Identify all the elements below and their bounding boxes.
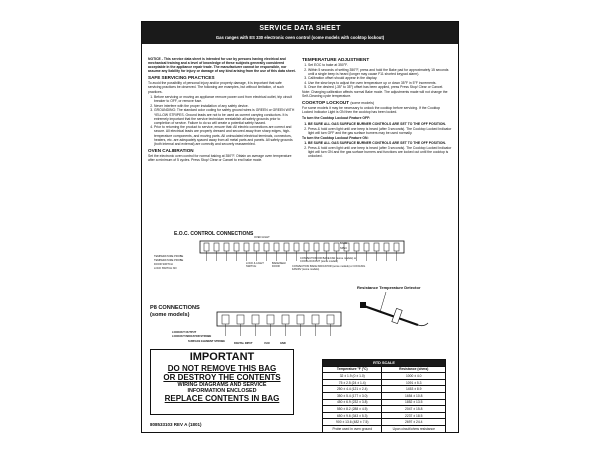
- eoc-pin: [294, 243, 299, 251]
- rtd-row: [323, 379, 446, 386]
- eoc-pin: [264, 243, 269, 251]
- p8-label-vlm: VLM: [264, 342, 270, 345]
- important-line-2: OR DESTROY THE CONTENTS: [163, 373, 281, 382]
- p8-label-surface-element: SURFACE ELEMENT STROBE: [188, 340, 226, 343]
- rtd-probe-wire: [418, 323, 428, 326]
- safe-step: 3. GROUNDING: The standard color coding for safety ground wires is GREEN or GREEN WITH YELLOW STRIPES. Ground leads are not to be used as current carrying conductors. It is extremely important that the service technician reestablish all safety grounds prior to completion of service. Failure to do so will create a potential safety hazard.: [154, 108, 296, 124]
- rtd-col-temperature: Temperature °F (°C): [323, 366, 382, 373]
- p8-pin: [252, 315, 259, 324]
- p8-title: P8 CONNECTIONS: [150, 305, 200, 311]
- p8-subtitle: (some models): [150, 311, 190, 318]
- temp-step: 3. Calibration offset should appear in the display.: [308, 76, 452, 80]
- safe-practices-intro: To avoid the possibility of personal injury and/or property damage, it is important that safe servicing practices be observed. The following are examples, but without limitation, of such practices.: [148, 81, 285, 94]
- eoc-connector-bar: [200, 241, 404, 253]
- rtd-footer-left: Probe used in oven ground: [323, 425, 382, 432]
- rtd-cell-temperature: 900 ± 13.6 (482 ± 7.5): [323, 419, 382, 426]
- important-line-5: REPLACE CONTENTS IN BAG: [164, 394, 280, 403]
- cooktop-lockout-intro: For some models it may be necessary to unlock the cooktop before servicing. If the Cooktop Locked Indicator Light is ON then the cooktop has been locked.: [302, 106, 441, 115]
- rtd-cell-temperature: 75 ± 2.5 (24 ± 1.4): [323, 379, 382, 386]
- rtd-probe-drawing: [360, 292, 428, 326]
- cooktop-lockout-title: COOKTOP LOCKOUT: [302, 100, 350, 106]
- rtd-row: [323, 386, 446, 393]
- p8-label-gnd: GND: [280, 342, 286, 345]
- eoc-label-bake: BAKE: [340, 242, 347, 245]
- lockout-on-step: 2. Press & hold oven light until one beep is heard (after 3 seconds). The Cooktop Locked Indicator light will turn ON and the gas surface burners and functions are locked out until the cooktop is unlocked.: [308, 146, 452, 158]
- eoc-pin: [384, 243, 389, 251]
- rtd-row: [323, 392, 446, 399]
- temperature-adjustment-heading: TEMPERATURE ADJUSTMENT: [302, 57, 370, 62]
- p8-label-digital-input: DIGITAL INPUT: [234, 342, 253, 345]
- eoc-label-door-switch: DOOR SWITCH: [154, 263, 173, 266]
- lockout-off-heading: To turn the Cooktop Lockout Feature OFF:: [302, 116, 371, 121]
- rtd-probe-shaft: [364, 306, 418, 325]
- safe-step: 4. Prior to returning the product to service, ensure that: All electric connections are correct and secure. All electrical leads are properly dressed and secured away from sharp edges, high-temperature components, and moving parts. All uninsulated electrical terminals, connectors, heaters, etc. are adequately spaced away from all metal parts and panels. All safety grounds (both internal and external) are correctly and securely reassembled.: [154, 125, 296, 145]
- rtd-cell-resistance: 2237 ± 18.5: [382, 412, 446, 419]
- eoc-label-spec: SPEC: [340, 247, 348, 250]
- eoc-pin: [244, 243, 249, 251]
- eoc-pin: [204, 243, 209, 251]
- important-line-3: WIRING DIAGRAMS AND SERVICE: [177, 382, 267, 388]
- rtd-footer-right: Upon circuit/ohms resistance: [382, 425, 446, 432]
- rtd-cell-temperature: 650 ± 9.6 (343 ± 5.3): [323, 412, 382, 419]
- temperature-note: Note: Changing calibration affects normal Bake mode. The adjustments made will not change the Self-Cleaning cycle temperature.: [302, 90, 448, 99]
- temp-step: 2. Within 5 seconds of setting 350°F, press and hold the Bake pad for approximately 15 seconds until a single beep is heard (longer may cause F11 shorted keypad alarm).: [308, 68, 452, 76]
- oven-calibration-text: Set the electronic oven control for normal baking at 350°F. Obtain an average oven temperature after a minimum of 5 cycles. Press Stop/ Clear or Cancel to end bake mode.: [148, 153, 292, 162]
- eoc-pin: [314, 243, 319, 251]
- rtd-cell-resistance: 2697 ± 24.4: [382, 419, 446, 426]
- rtd-cell-resistance: 1654 ± 10.8: [382, 392, 446, 399]
- eoc-label-lock-light: LOCK & LIGHT SWITCH: [246, 262, 264, 268]
- p8-pin: [282, 315, 289, 324]
- p8-pin: [297, 315, 304, 324]
- eoc-label-bake-self: BAKE/SELF DOOR: [272, 262, 287, 268]
- rtd-row: [323, 419, 446, 426]
- eoc-pin: [254, 243, 259, 251]
- part-number: 808533103 REV A (1801): [150, 422, 202, 427]
- rtd-cell-resistance: 1091 ± 5.3: [382, 379, 446, 386]
- eoc-label-temperature-probe-2: TEMPERATURE PROBE: [154, 259, 184, 262]
- eoc-pin: [374, 243, 379, 251]
- lockout-on-step: 1. BE SURE ALL GAS SURFACE BURNER CONTROLS ARE SET TO THE OFF POSITION.: [308, 141, 452, 145]
- eoc-pin: [394, 243, 399, 251]
- eoc-pin: [274, 243, 279, 251]
- rtd-col-resistance: Resistance (ohms): [382, 366, 446, 373]
- service-data-sheet: [141, 21, 459, 433]
- eoc-pin: [284, 243, 289, 251]
- rtd-scale-table: [322, 359, 446, 433]
- rtd-row: [323, 406, 446, 413]
- p8-pin: [222, 315, 229, 324]
- eoc-pin: [304, 243, 309, 251]
- rtd-cell-temperature: 250 ± 4.4 (121 ± 2.4): [323, 386, 382, 393]
- eoc-label-temperature-probe: TEMPERATURE PROBE: [154, 255, 184, 258]
- p8-pin: [267, 315, 274, 324]
- important-notice-box: [150, 349, 294, 415]
- temp-step: 4. Use the slew keys to adjust the oven temperature up or down 35°F in 5°F increments.: [308, 81, 452, 85]
- p8-connections-title: [150, 305, 200, 318]
- safe-practices-heading: SAFE SERVICING PRACTICES: [148, 75, 215, 81]
- rtd-cell-temperature: 350 ± 5.4 (177 ± 3.0): [323, 392, 382, 399]
- sheet-subtitle: Gas ranges with ES 330 electronic oven control (some models with cooktop lockout): [215, 35, 385, 40]
- p8-pin: [327, 315, 334, 324]
- important-line-1: DO NOT REMOVE THIS BAG: [167, 364, 277, 373]
- temp-step: 1. Set EOC to bake at 350°F.: [308, 63, 452, 67]
- rtd-row: [323, 373, 446, 380]
- rtd-cell-temperature: 32 ± 1.9 (0 ± 1.0): [323, 373, 382, 380]
- lockout-off-step: 1. BE SURE ALL GAS SURFACE BURNER CONTROLS ARE SET TO THE OFF POSITION.: [308, 122, 452, 126]
- rtd-table-title: RTD SCALE: [323, 360, 446, 367]
- notice-text: - This service data sheet is intended for use by persons having electrical and mechanical training and a level of knowledge of these subjects generally considered acceptable in the appliance repair trade. The manufacturer cannot be responsible, nor assume any liability for injury or damage of any kind arising from the use of this data sheet.: [148, 57, 296, 74]
- p8-connector: [217, 312, 341, 326]
- rtd-cell-resistance: 2047 ± 15.8: [382, 406, 446, 413]
- lockout-off-step: 2. Press & hold oven light until one beep is heard (after 3 seconds). The Cooktop Locked Indicator light will turn OFF and the gas surface burners may be used normally.: [308, 127, 452, 135]
- rtd-detector-label: Resistance Temperature Detector: [357, 285, 421, 290]
- safe-step: 1. Before servicing or moving an appliance remove power cord from electrical outlet, trip circuit breaker to OFF, or remove fuse.: [154, 95, 296, 103]
- safe-step: 2. Never interfere with the proper installation of any safety device.: [154, 104, 296, 108]
- rtd-cell-resistance: 1000 ± 4.0: [382, 373, 446, 380]
- rtd-cell-temperature: 450 ± 6.9 (232 ± 3.8): [323, 399, 382, 406]
- important-title: IMPORTANT: [189, 351, 255, 363]
- eoc-label-lock-switch: LOCK SWITCH NO: [154, 267, 177, 270]
- eoc-pin: [354, 243, 359, 251]
- eoc-pin: [364, 243, 369, 251]
- rtd-leader-line: [380, 292, 386, 312]
- rtd-probe-tip: [360, 302, 366, 308]
- sheet-title: SERVICE DATA SHEET: [259, 25, 341, 32]
- cooktop-lockout-sub: (some models): [350, 101, 375, 106]
- rtd-cell-resistance: 1852 ± 13.5: [382, 399, 446, 406]
- eoc-label-oven-light: OVEN LIGHT: [254, 236, 270, 239]
- eoc-pin: [334, 243, 339, 251]
- p8-label-lockout-output: LOCKOUT OUTPUT: [172, 331, 197, 334]
- rtd-row: [323, 412, 446, 419]
- eoc-connections-title: E.O.C. CONTROL CONNECTIONS: [174, 231, 254, 237]
- eoc-pin: [324, 243, 329, 251]
- oven-calibration-heading: OVEN CALIBRATION: [148, 147, 194, 153]
- rtd-table-body: [323, 373, 446, 426]
- rtd-row: [323, 399, 446, 406]
- lockout-on-heading: To turn the Cooktop Lockout Feature ON:: [302, 135, 369, 140]
- temp-step: 5. Once the desired (-35° to 35°) offset has been applied, press Press Stop/ Clear or Cancel.: [308, 85, 452, 89]
- eoc-pin: [224, 243, 229, 251]
- important-line-4: INFORMATION ENCLOSED: [187, 388, 257, 394]
- rtd-cell-temperature: 550 ± 8.2 (288 ± 4.5): [323, 406, 382, 413]
- notice-label: NOTICE: [148, 57, 161, 61]
- p8-pin: [312, 315, 319, 324]
- p8-label-lockout-indicator: LOCKOUT INDICATOR STROBE: [172, 335, 212, 338]
- p8-pin: [237, 315, 244, 324]
- eoc-pin: [214, 243, 219, 251]
- eoc-label-convection-indicator: CONVECTION BAKE INDICATOR (some models) or COOLING FAN/DV (some models): [292, 265, 366, 271]
- rtd-cell-resistance: 1453 ± 8.9: [382, 386, 446, 393]
- eoc-pin: [234, 243, 239, 251]
- eoc-label-convection-fan: CONVECTION/OR BAKE FAN (some models) or COOKLOCKOUT (some models): [300, 257, 357, 263]
